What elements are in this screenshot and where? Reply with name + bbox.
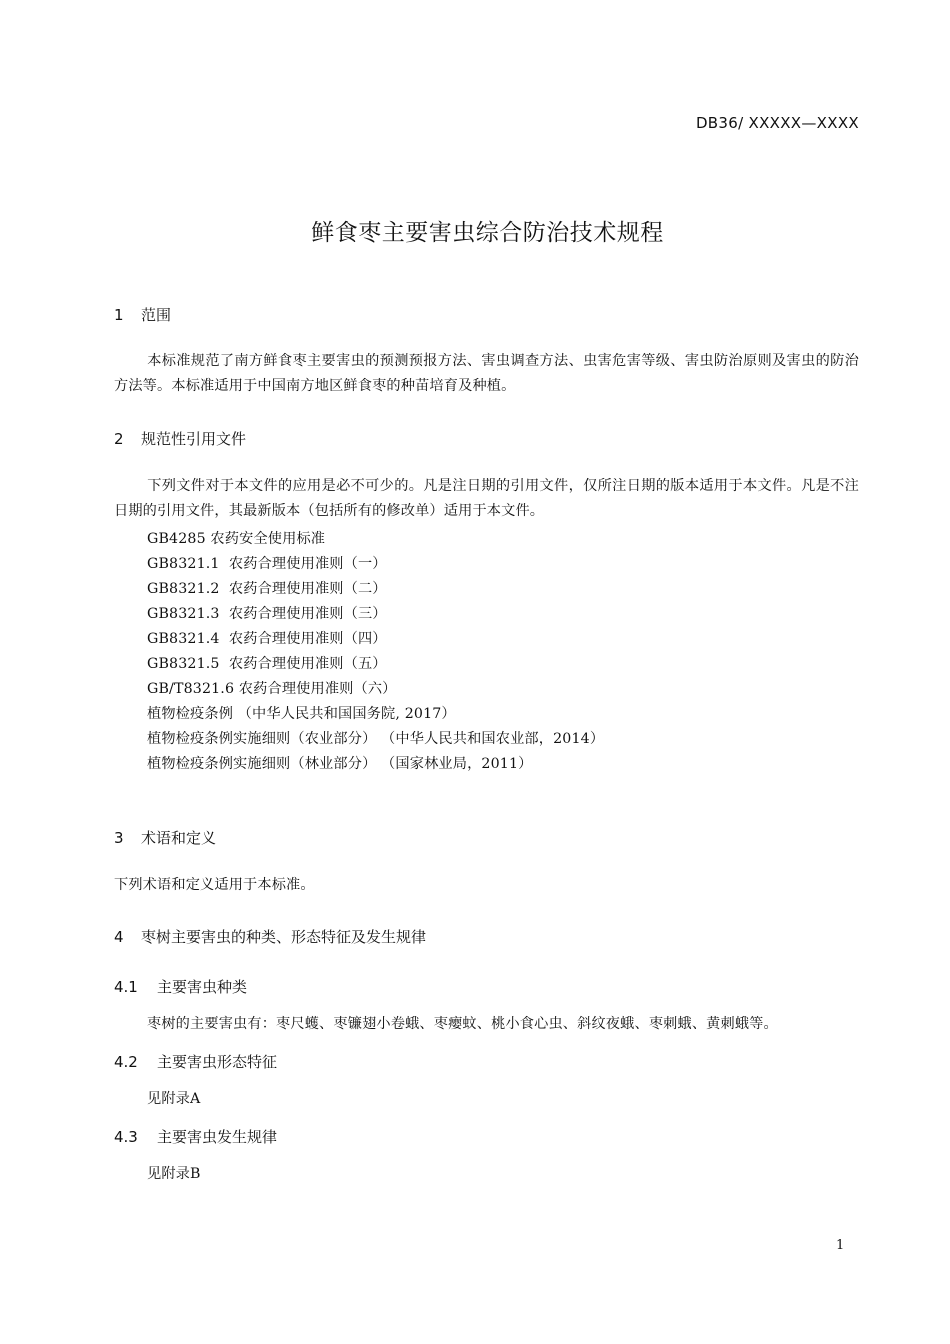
section-title: 枣树主要害虫的种类、形态特征及发生规律 xyxy=(141,928,427,946)
section-number: 4.3 xyxy=(114,1128,138,1146)
section-number: 3 xyxy=(114,829,124,847)
section-4-heading xyxy=(114,926,426,947)
reference-item: GB4285 农药安全使用标准 xyxy=(147,531,326,547)
reference-item: GB8321.5 农药合理使用准则（五） xyxy=(147,656,387,672)
section-4-1-paragraph: 枣树的主要害虫有：枣尺蠖、枣镰翅小卷蛾、枣瘿蚊、桃小食心虫、斜纹夜蛾、枣刺蛾、黄刺蛾等。 xyxy=(147,1016,778,1032)
section-title: 主要害虫形态特征 xyxy=(157,1053,278,1071)
section-3-paragraph xyxy=(114,873,859,898)
section-title: 规范性引用文件 xyxy=(141,430,247,448)
paragraph-text: 下列文件对于本文件的应用是必不可少的。凡是注日期的引用文件，仅所注日期的版本适用于本文件。凡是不注日期的引用文件，其最新版本（包括所有的修改单）适用于本文件。 xyxy=(114,478,859,519)
section-number: 4 xyxy=(114,928,124,946)
section-4-2-paragraph: 见附录A xyxy=(147,1091,201,1107)
section-4-3-heading xyxy=(114,1126,277,1147)
page-number: 1 xyxy=(836,1238,845,1253)
paragraph-text: 本标准规范了南方鲜食枣主要害虫的预测预报方法、害虫调查方法、虫害危害等级、害虫防治原则及害虫的防治方法等。本标准适用于中国南方地区鲜食枣的种苗培育及种植。 xyxy=(114,353,859,394)
section-title: 主要害虫种类 xyxy=(157,978,248,996)
section-number: 2 xyxy=(114,430,124,448)
section-4-2-heading xyxy=(114,1051,277,1072)
section-2-paragraph xyxy=(114,474,859,524)
section-1-heading xyxy=(114,304,171,325)
section-title: 范围 xyxy=(141,306,172,324)
section-number: 1 xyxy=(114,306,124,324)
section-number: 4.2 xyxy=(114,1053,138,1071)
section-title: 术语和定义 xyxy=(141,829,217,847)
reference-item: GB8321.3 农药合理使用准则（三） xyxy=(147,606,387,622)
reference-item: GB8321.2 农药合理使用准则（二） xyxy=(147,581,387,597)
section-3-heading xyxy=(114,827,216,848)
document-title: 鲜食枣主要害虫综合防治技术规程 xyxy=(311,220,664,246)
reference-item: 植物检疫条例 （中华人民共和国国务院, 2017） xyxy=(147,706,456,722)
paragraph-text: 下列术语和定义适用于本标准。 xyxy=(114,877,315,893)
reference-item: GB8321.4 农药合理使用准则（四） xyxy=(147,631,387,647)
section-4-1-heading xyxy=(114,976,247,997)
reference-item: GB8321.1 农药合理使用准则（一） xyxy=(147,556,387,572)
section-number: 4.1 xyxy=(114,978,138,996)
section-1-paragraph xyxy=(114,349,859,399)
standard-code: DB36/ XXXXX—XXXX xyxy=(695,114,859,132)
section-title: 主要害虫发生规律 xyxy=(157,1128,278,1146)
reference-item: 植物检疫条例实施细则（林业部分） （国家林业局，2011） xyxy=(147,756,533,772)
reference-item: 植物检疫条例实施细则（农业部分） （中华人民共和国农业部，2014） xyxy=(147,731,605,747)
section-4-3-paragraph: 见附录B xyxy=(147,1166,201,1182)
section-2-heading xyxy=(114,428,246,449)
reference-item: GB/T8321.6 农药合理使用准则（六） xyxy=(147,681,397,697)
